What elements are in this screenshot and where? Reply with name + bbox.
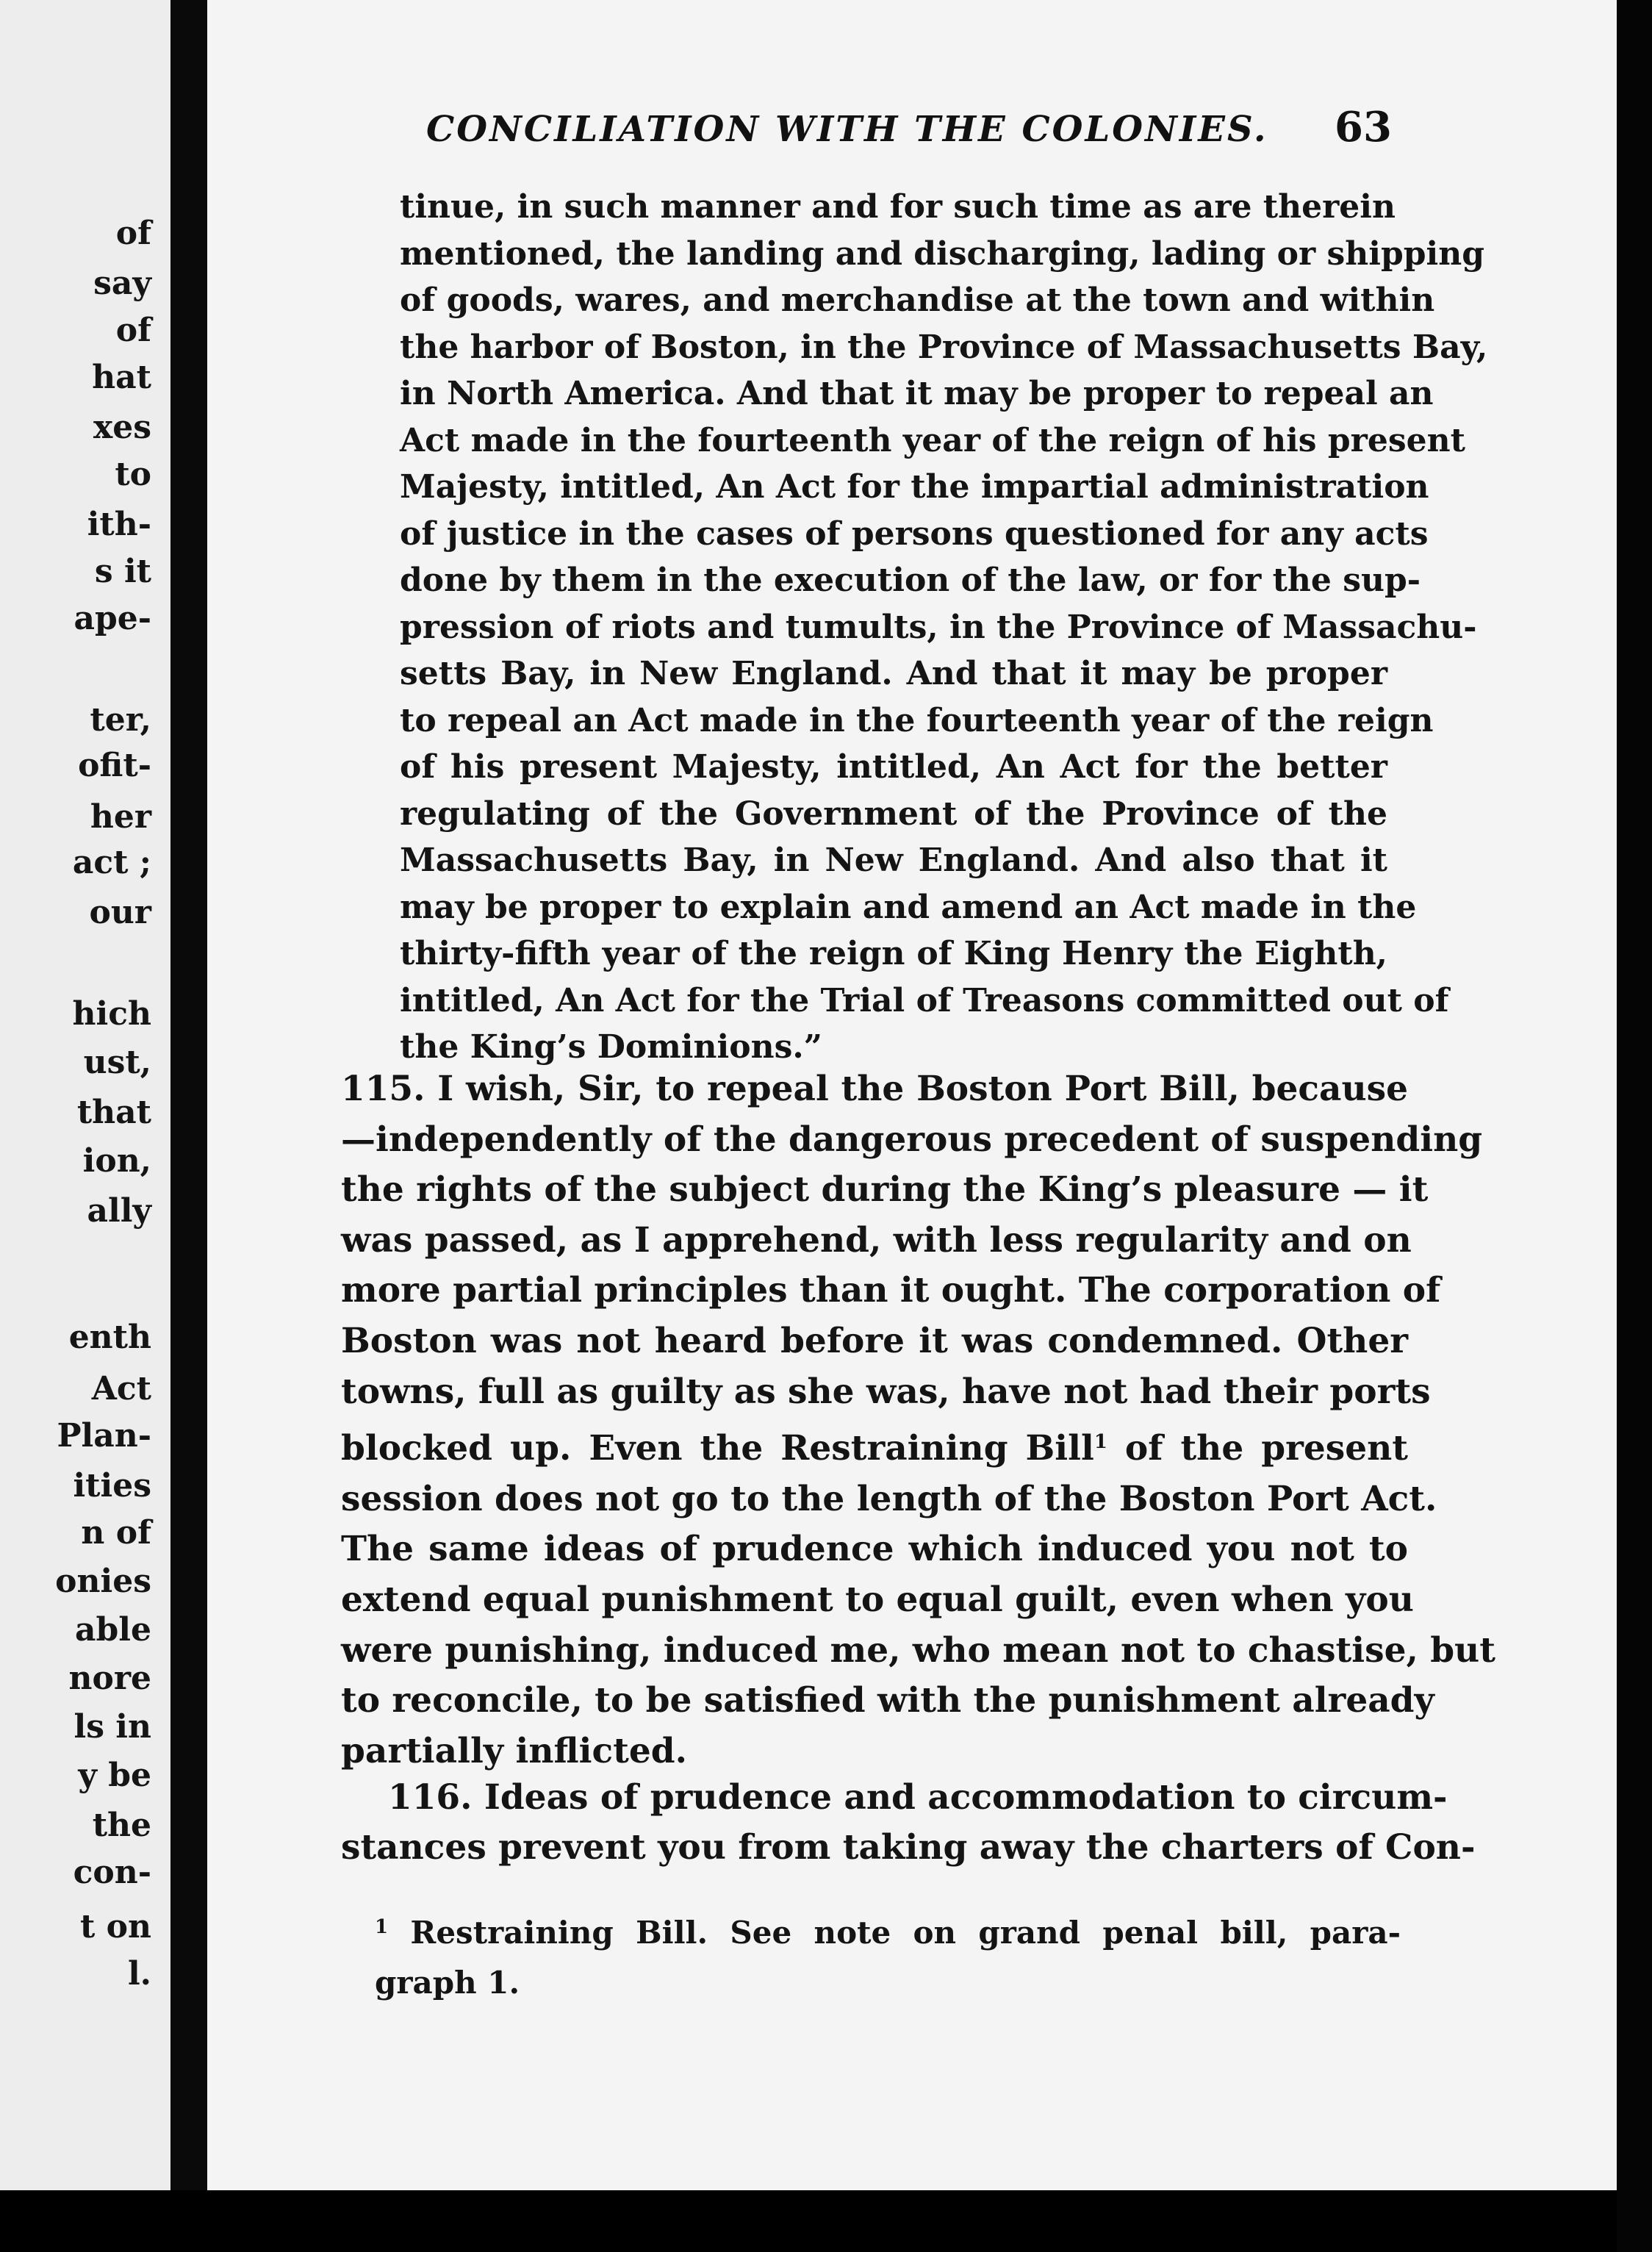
facing-page-word: y be — [78, 1757, 151, 1794]
continued-paragraph — [400, 184, 1488, 1071]
footnote-term: Restraining Bill. — [410, 1915, 708, 1951]
facing-page-word: hat — [92, 359, 151, 396]
text-line: session does not go to the length of the Boston Port Act. — [341, 1478, 1437, 1519]
text-segment: blocked up. Even the Restraining Bill — [341, 1428, 1094, 1469]
text-line: The same ideas of prudence which induced you not to — [341, 1529, 1408, 1570]
paragraph-115 — [341, 1064, 1495, 1776]
facing-page-word: able — [75, 1611, 151, 1649]
facing-page-word: act ; — [72, 844, 151, 881]
text-line: Majesty, intitled, An Act for the impartial administration — [400, 468, 1429, 506]
text-line: the King’s Dominions.” — [400, 1028, 822, 1066]
text-line: —independently of the dangerous precedent of suspending — [341, 1119, 1483, 1160]
text-line: to repeal an Act made in the fourteenth year of the reign — [400, 701, 1434, 739]
book-gutter — [170, 0, 207, 2190]
text-line: stances prevent you from taking away the charters of Con- — [341, 1827, 1476, 1868]
text-line: done by them in the execution of the law, or for the sup- — [400, 562, 1421, 599]
text-line: the harbor of Boston, in the Province of Massachusetts Bay, — [400, 328, 1488, 366]
footnote-text: See note on grand penal bill, para- — [708, 1915, 1401, 1951]
text-line — [341, 1417, 1408, 1474]
text-line: Act made in the fourteenth year of the reign of his present — [400, 421, 1465, 459]
facing-page-word: l. — [127, 1955, 151, 1993]
facing-page-word: Act — [91, 1370, 151, 1408]
text-line: may be proper to explain and amend an Act made in the — [400, 888, 1417, 926]
facing-page-word: Plan- — [57, 1417, 151, 1455]
text-line: tinue, in such manner and for such time as are therein — [400, 188, 1396, 226]
facing-page-word: ape- — [73, 600, 151, 637]
text-segment: of the present — [1107, 1428, 1408, 1469]
footnote-line — [375, 1902, 1401, 1958]
facing-page-word: t on — [80, 1908, 151, 1946]
text-line: was passed, as I apprehend, with less regularity and on — [341, 1219, 1412, 1261]
facing-page-word: to — [115, 456, 151, 493]
footnote — [375, 1902, 1401, 2008]
facing-page-word: xes — [93, 409, 151, 446]
text-line: more partial principles than it ought. The corporation of — [341, 1270, 1441, 1311]
text-line: regulating of the Government of the Province of the — [400, 795, 1387, 833]
text-line: 115. I wish, Sir, to repeal the Boston Port Bill, because — [341, 1069, 1408, 1109]
facing-page-word: hich — [72, 995, 151, 1033]
facing-page-word: ities — [73, 1467, 151, 1505]
facing-page-word: say — [93, 265, 151, 302]
text-line: of his present Majesty, intitled, An Act for the better — [400, 748, 1387, 786]
text-line: partially inflicted. — [341, 1730, 687, 1771]
facing-page-word: onies — [55, 1563, 151, 1600]
text-line: setts Bay, in New England. And that it may be proper — [400, 655, 1387, 692]
text-line: in North America. And that it may be proper to repeal an — [400, 375, 1434, 412]
facing-page-word: con- — [73, 1854, 151, 1891]
paragraph-116 — [341, 1773, 1476, 1873]
facing-page-word: ofit- — [78, 747, 151, 784]
facing-page-word: ith- — [87, 506, 151, 543]
page-edge — [1617, 0, 1652, 2252]
text-line: towns, full as guilty as she was, have not had their ports — [341, 1371, 1431, 1412]
facing-page-word: ter, — [90, 701, 151, 739]
facing-page-word: s it — [94, 553, 151, 590]
page-number: 63 — [1335, 103, 1392, 151]
facing-page-word: of — [115, 215, 151, 252]
facing-page-word: ls in — [73, 1708, 151, 1746]
text-line: mentioned, the landing and discharging, lading or shipping — [400, 234, 1484, 273]
text-line: extend equal punishment to equal guilt, even when you — [341, 1579, 1414, 1620]
text-line: of goods, wares, and merchandise at the town and within — [400, 282, 1435, 319]
facing-page-word: our — [89, 894, 151, 931]
facing-page-word: her — [90, 798, 151, 836]
text-line: Massachusetts Bay, in New England. And also that it — [400, 842, 1387, 879]
text-line: of justice in the cases of persons questioned for any acts — [400, 514, 1429, 553]
facing-page-word: n of — [81, 1514, 151, 1552]
facing-page-word: enth — [68, 1319, 151, 1356]
text-line: 116. Ideas of prudence and accommodation to circum- — [388, 1777, 1448, 1818]
footnote-reference: 1 — [1093, 1431, 1107, 1454]
text-line: were punishing, induced me, who mean not to chastise, but — [341, 1629, 1495, 1671]
text-line: pression of riots and tumults, in the Province of Massachu- — [400, 608, 1477, 646]
facing-page-word: of — [115, 312, 151, 349]
facing-page-word: nore — [68, 1660, 151, 1697]
scan-border — [0, 2190, 1617, 2252]
footnote-marker: 1 — [375, 1916, 389, 1938]
facing-page-word: the — [92, 1807, 151, 1844]
facing-page-word: that — [76, 1094, 151, 1131]
facing-page-fragment — [0, 0, 170, 2190]
text-line: Boston was not heard before it was condemned. Other — [341, 1320, 1408, 1361]
facing-page-word: ally — [87, 1192, 151, 1230]
facing-page-word: ust, — [83, 1044, 151, 1081]
text-line: the rights of the subject during the King’s pleasure — it — [341, 1169, 1429, 1211]
text-line: thirty-fifth year of the reign of King Henry the Eighth, — [400, 935, 1387, 972]
text-line: intitled, An Act for the Trial of Treasons committed out of — [400, 981, 1449, 1019]
footnote-line: graph 1. — [375, 1965, 520, 2001]
facing-page-word: ion, — [82, 1142, 151, 1180]
running-head: CONCILIATION WITH THE COLONIES. — [426, 109, 1268, 150]
text-line: to reconcile, to be satisfied with the punishment already — [341, 1680, 1434, 1721]
